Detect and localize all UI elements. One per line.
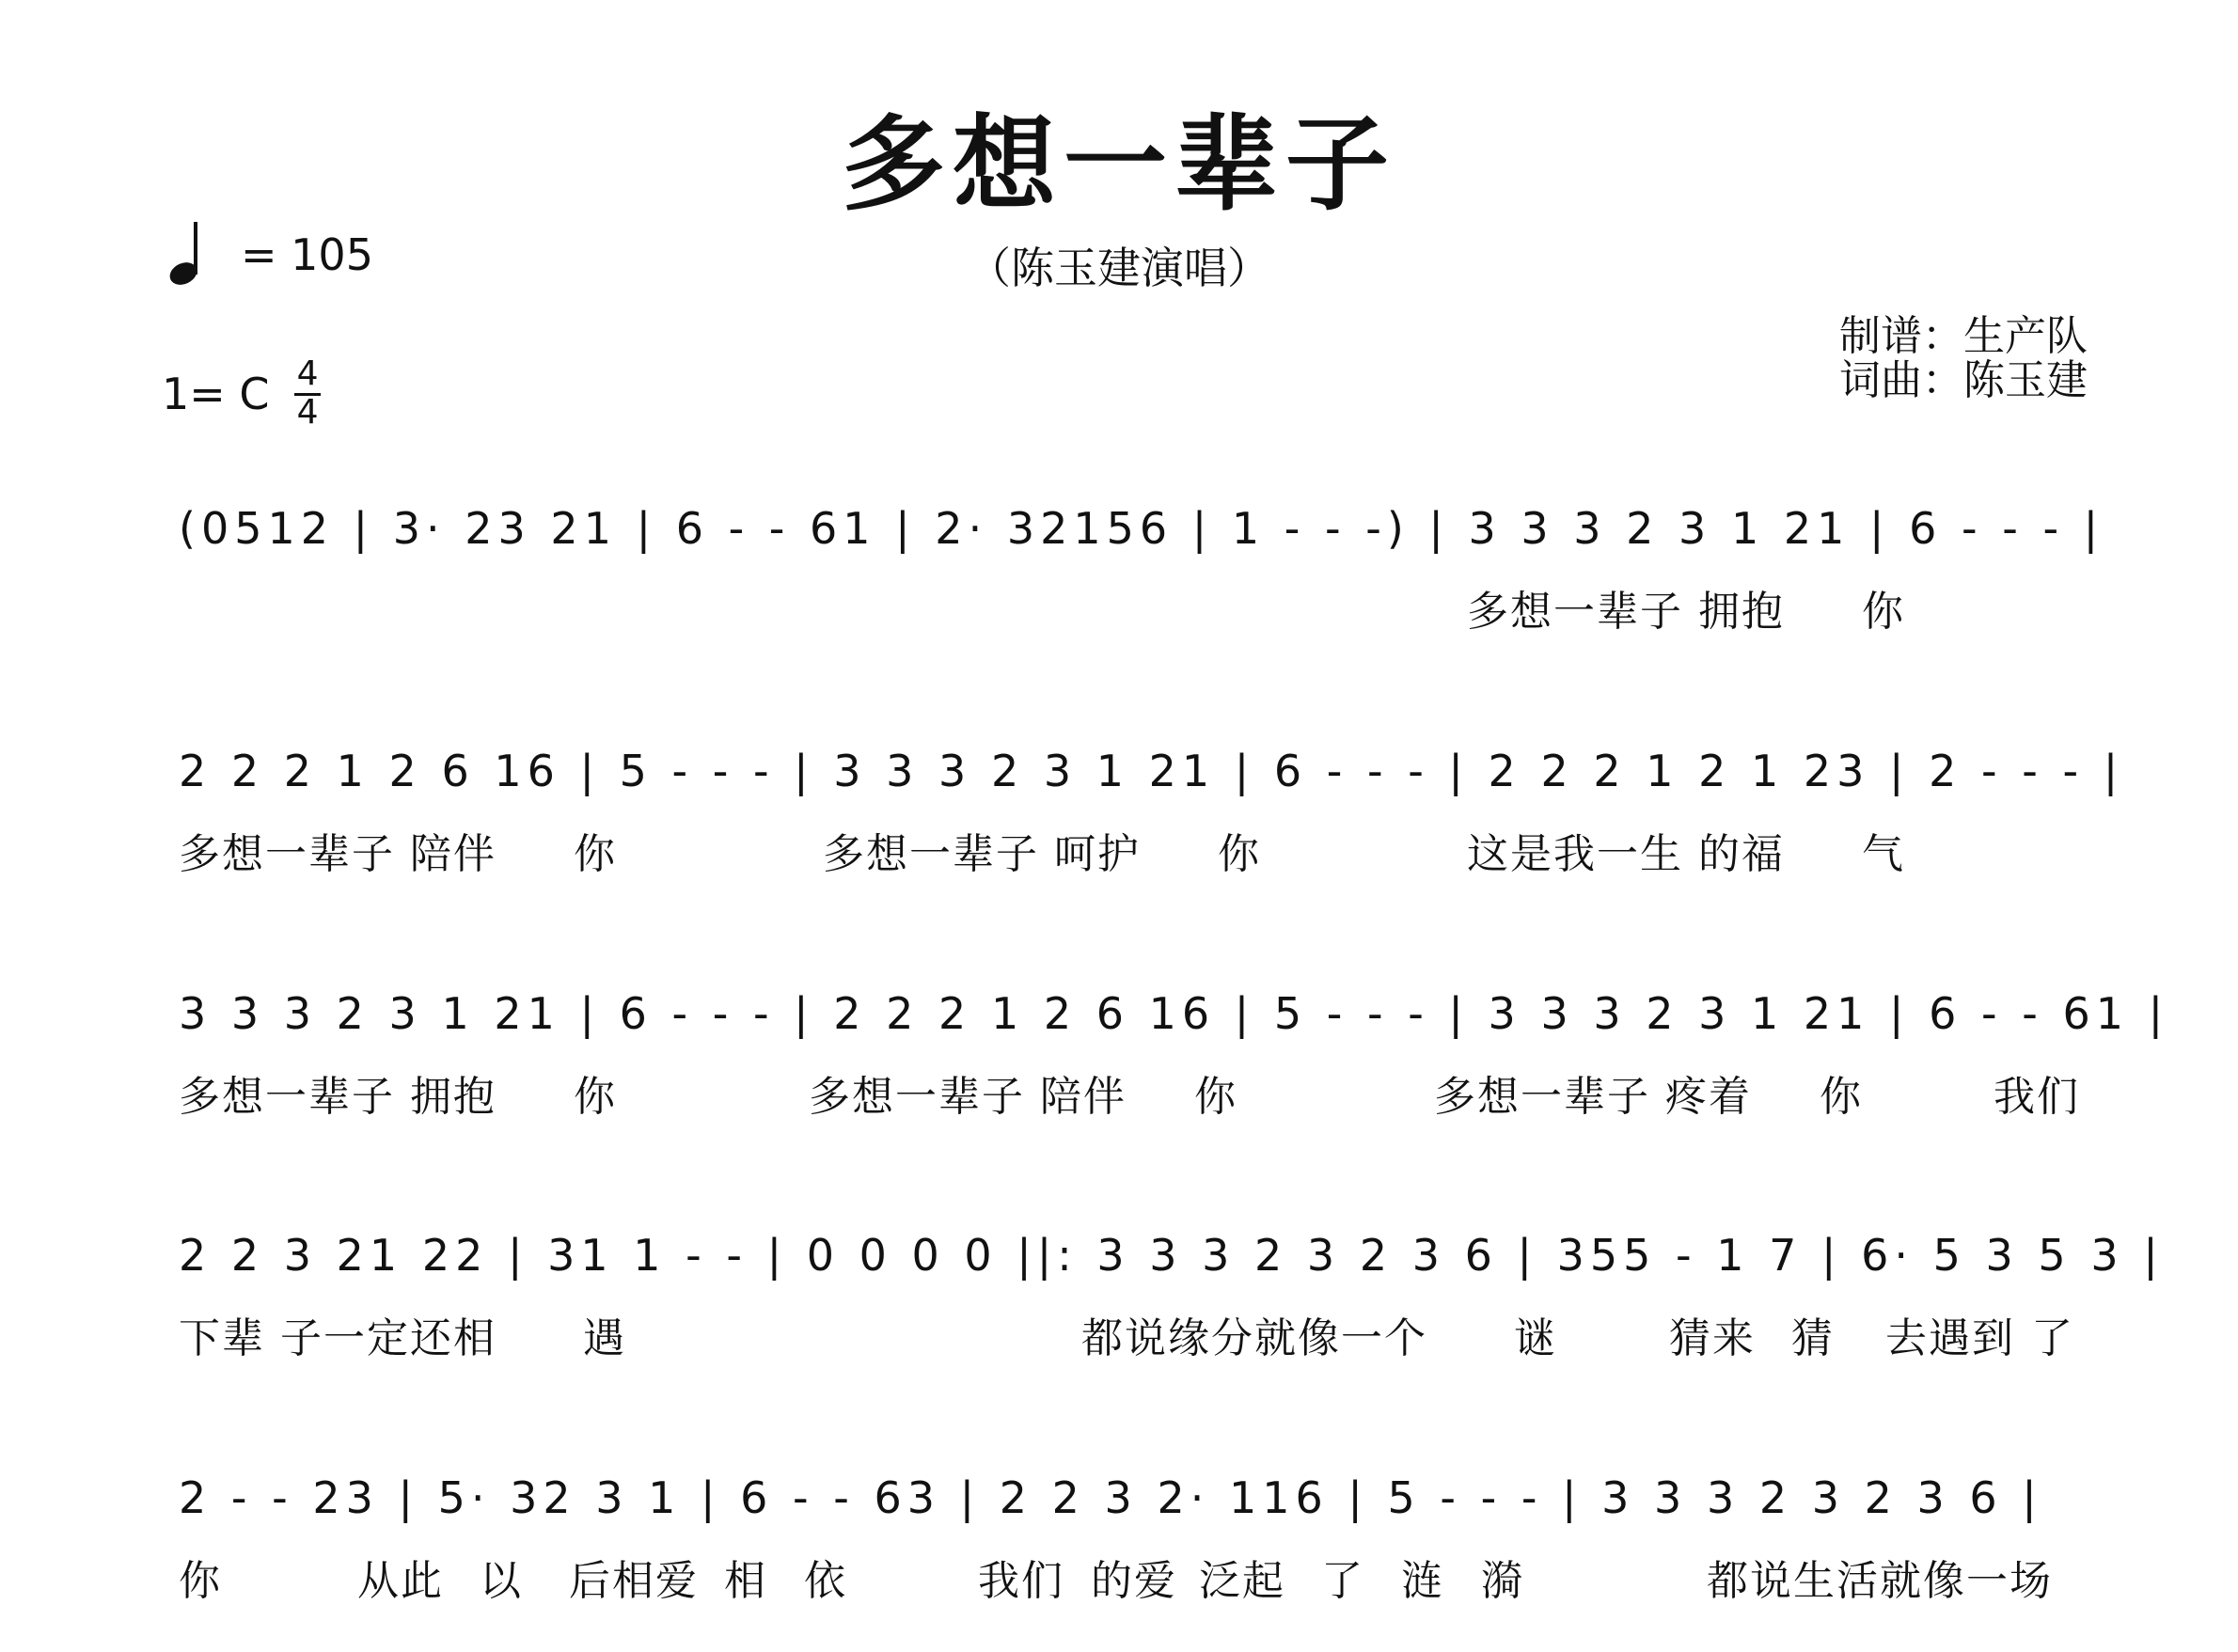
song-title: 多想一辈子 [842, 104, 1396, 225]
lyric-text: 谜 [1514, 1314, 1557, 1362]
notation-line: 2 2 2 1 2 6 16 | 5 - - - | 3 3 3 2 3 1 21 | 6 - - - | 2 2 2 1 2 1 23 | 2 - - - | [179, 746, 2124, 796]
tempo-marking [169, 226, 373, 284]
lyric-text: 你 [574, 1073, 617, 1121]
lyric-text: 的爱 [1091, 1557, 1177, 1605]
lyric-text: 这是我一生 的福 [1467, 830, 1785, 878]
notation-line: 2 2 3 21 22 | 31 1 - - | 0 0 0 0 ||: 3 3 3 2 3 2 3 6 | 355 - 1 7 | 6· 5 3 5 3 | [179, 1230, 2164, 1281]
lyric-text: 多想一辈子 呵护 [823, 830, 1141, 878]
lyric-text: 多想一辈子 陪伴 [809, 1073, 1127, 1121]
lyric-text: 都说缘分就像一个 [1081, 1314, 1427, 1362]
credit-arranger: 制谱：生产队 [1839, 312, 2088, 360]
credits [1839, 312, 2088, 404]
credit-composer: 词曲：陈玉建 [1839, 355, 2088, 404]
time-signature-bottom: 4 [296, 393, 319, 432]
quarter-note-icon [169, 226, 207, 284]
lyric-text: 相 [724, 1557, 767, 1605]
lyric-text: 涟 [1401, 1557, 1444, 1605]
lyric-text: 遇 [583, 1314, 626, 1362]
lyric-text: 多想一辈子 陪伴 [179, 830, 496, 878]
lyric-text: 你 [1218, 830, 1261, 878]
lyric-text: 你 [179, 1557, 222, 1605]
notation-line: 3 3 3 2 3 1 21 | 6 - - - | 2 2 2 1 2 6 16 | 5 - - - | 3 3 3 2 3 1 21 | 6 - - 61 | [179, 988, 2169, 1039]
lyric-text: 你 [574, 830, 617, 878]
tempo-value: = 105 [241, 229, 373, 280]
notation-line: 2 - - 23 | 5· 32 3 1 | 6 - - 63 | 2 2 3 2· 116 | 5 - - - | 3 3 3 2 3 2 3 6 | [179, 1472, 2042, 1523]
lyric-text: 我们 [978, 1557, 1064, 1605]
lyric-text: 我们 [1994, 1073, 2080, 1121]
time-signature [294, 354, 322, 432]
lyric-text: 漪 [1481, 1557, 1524, 1605]
key-signature [162, 354, 321, 432]
lyric-text: 泛起 [1199, 1557, 1285, 1605]
lyric-text: 气 [1862, 830, 1905, 878]
lyric-text: 都说生活就像一场 [1707, 1557, 2053, 1605]
lyric-text: 猜 [1791, 1314, 1835, 1362]
lyric-text: 下辈 子一定还相 [179, 1314, 496, 1362]
lyric-text: 你 [1194, 1073, 1237, 1121]
lyric-text: 了 [1321, 1557, 1364, 1605]
lyric-text: 了 [2031, 1314, 2074, 1362]
lyric-text: 多想一辈子 拥抱 [1467, 588, 1785, 636]
lyric-text: 猜来 [1669, 1314, 1756, 1362]
notation-line: (0512 | 3· 23 21 | 6 - - 61 | 2· 32156 | 1 - - -) | 3 3 3 2 3 1 21 | 6 - - - | [179, 503, 2104, 554]
song-subtitle: （陈玉建演唱） [968, 243, 1270, 293]
lyric-text: 从此 [357, 1557, 444, 1605]
lyric-text: 后相爱 [569, 1557, 699, 1605]
lyric-text: 以 [480, 1557, 523, 1605]
lyric-text: 你 [1862, 588, 1905, 636]
lyric-text: 依 [804, 1557, 847, 1605]
key-label: 1= C [162, 368, 270, 419]
lyric-text: 你 [1820, 1073, 1863, 1121]
lyric-text: 去遇到 [1885, 1314, 2015, 1362]
time-signature-top: 4 [294, 357, 322, 396]
lyric-text: 多想一辈子 拥抱 [179, 1073, 496, 1121]
lyric-text: 多想一辈子 疼着 [1434, 1073, 1752, 1121]
